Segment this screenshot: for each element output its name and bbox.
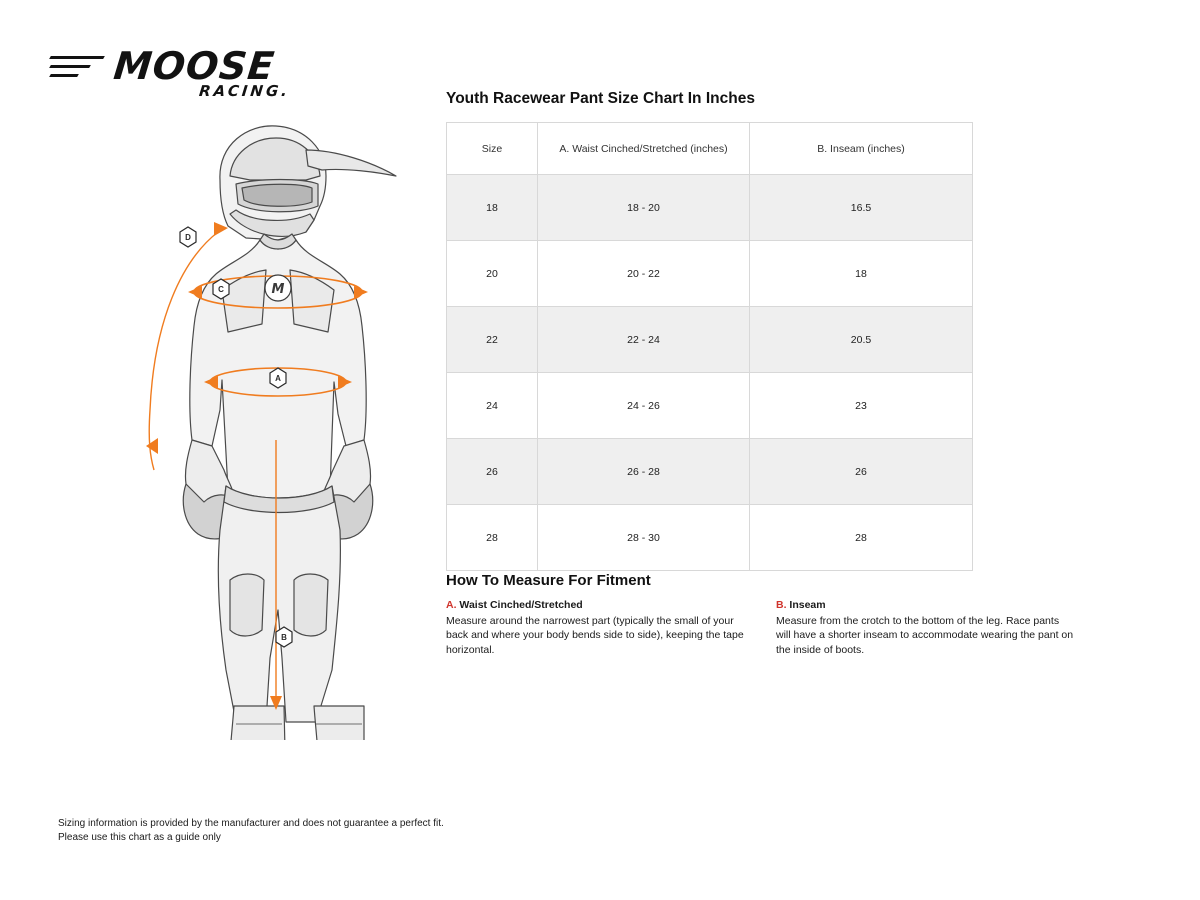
measure-a-heading [446,598,746,613]
cell-waist: 20 - 22 [538,241,750,307]
cell-waist: 22 - 24 [538,307,750,373]
svg-text:C: C [218,285,224,294]
column-header-waist: A. Waist Cinched/Stretched (inches) [538,123,750,175]
measure-b-heading [776,598,1076,613]
cell-inseam: 28 [750,505,973,571]
table-row [447,505,973,571]
logo-wordmark: MOOSE [111,44,278,88]
logo-speed-bar [49,56,105,59]
measure-b-body: Measure from the crotch to the bottom of the leg. Race pants will have a shorter inseam to accommodate wearing the pant on the inside of boots. [776,614,1074,656]
column-header-size: Size [447,123,538,175]
brand-logo [58,44,291,100]
size-chart-table [446,122,973,571]
measure-instruction-b [776,598,1076,657]
measure-a-letter: A. [446,599,457,611]
logo-speed-bar [49,65,91,68]
svg-text:M: M [271,282,285,297]
cell-inseam: 23 [750,373,973,439]
logo-subtext: RACING. [198,82,291,100]
cell-size: 20 [447,241,538,307]
measure-instruction-a [446,598,746,657]
cell-size: 28 [447,505,538,571]
table-row [447,175,973,241]
footer-disclaimer [58,817,444,845]
cell-waist: 28 - 30 [538,505,750,571]
measure-b-letter: B. [776,599,787,611]
rider-figure-illustration [110,110,420,740]
svg-text:A: A [275,374,281,383]
cell-inseam: 16.5 [750,175,973,241]
how-to-measure-title: How To Measure For Fitment [446,572,651,589]
cell-waist: 26 - 28 [538,439,750,505]
table-header-row [447,123,973,175]
cell-inseam: 26 [750,439,973,505]
table-row [447,439,973,505]
footer-line-2: Please use this chart as a guide only [58,832,221,843]
cell-size: 22 [447,307,538,373]
cell-size: 18 [447,175,538,241]
cell-inseam: 18 [750,241,973,307]
table-row [447,373,973,439]
cell-inseam: 20.5 [750,307,973,373]
svg-text:D: D [185,233,191,242]
cell-waist: 24 - 26 [538,373,750,439]
measure-b-title: Inseam [789,599,826,611]
measure-a-title: Waist Cinched/Stretched [459,599,583,611]
cell-size: 24 [447,373,538,439]
page-title: Youth Racewear Pant Size Chart In Inches [446,90,755,107]
column-header-inseam: B. Inseam (inches) [750,123,973,175]
footer-line-1: Sizing information is provided by the manufacturer and does not guarantee a perfect fit. [58,818,444,829]
svg-text:B: B [281,633,287,642]
table-row [447,241,973,307]
measure-a-body: Measure around the narrowest part (typically the small of your back and where your body bends side to side), keeping the tape horizontal. [446,614,744,656]
cell-size: 26 [447,439,538,505]
cell-waist: 18 - 20 [538,175,750,241]
table-row [447,307,973,373]
logo-speed-bar [49,74,79,77]
